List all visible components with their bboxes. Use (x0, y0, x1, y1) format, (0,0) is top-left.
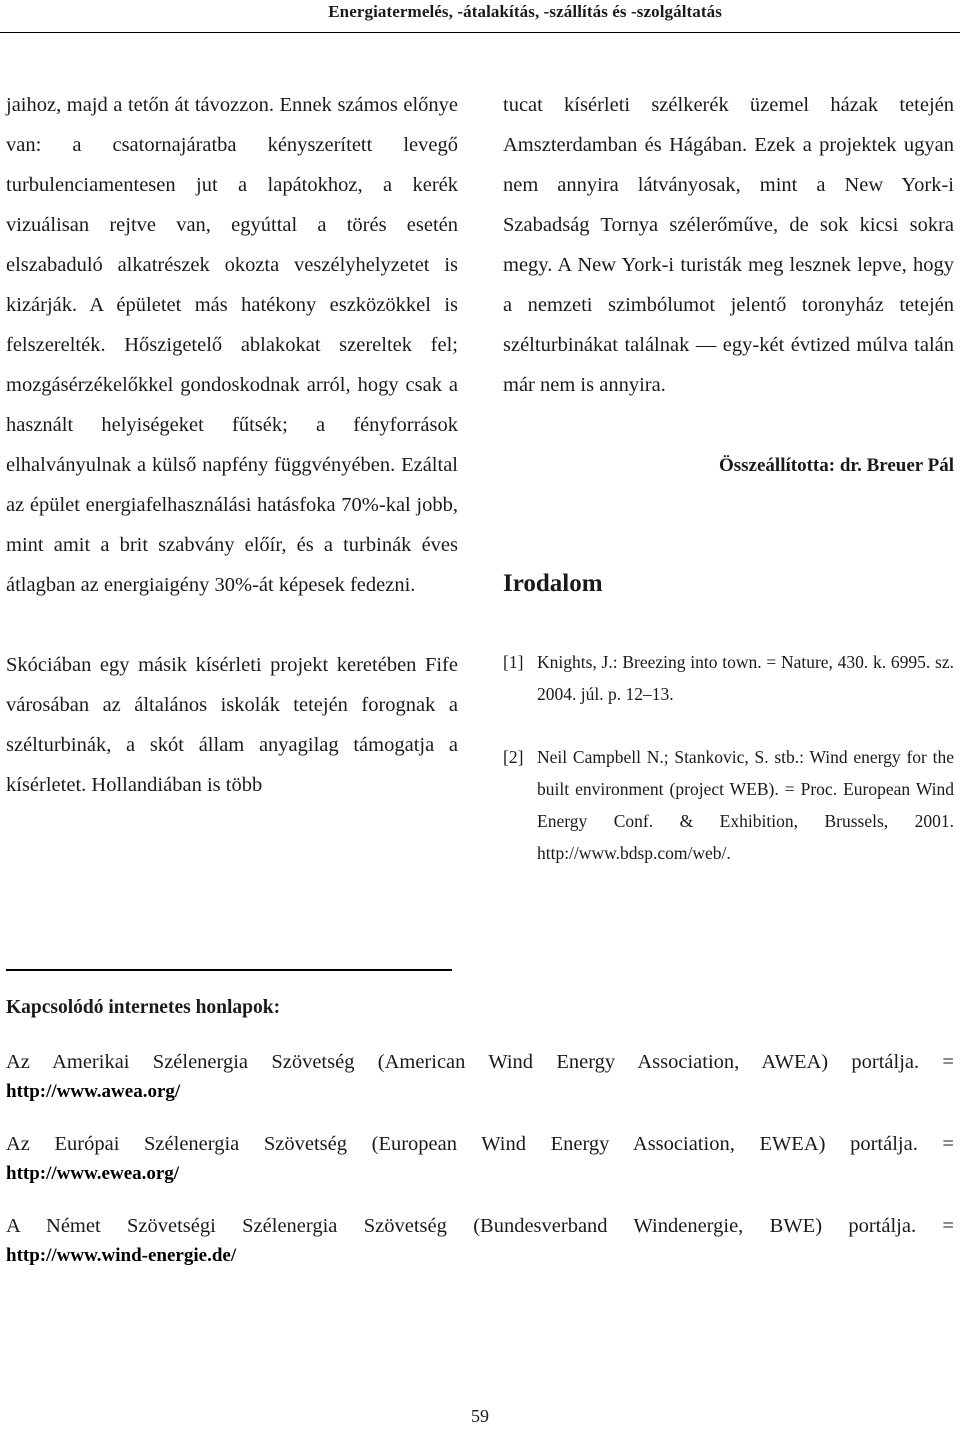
link-entry (6, 1130, 954, 1188)
link-description: A Német Szövetségi Szélenergia Szövetség (Bundesverband Windenergie, BWE) portálja. = (6, 1215, 954, 1237)
reference-text: Knights, J.: Breezing into town. = Nature, 430. k. 6995. sz. 2004. júl. p. 12–13. (537, 652, 954, 704)
compiled-by: Összeállította: dr. Breuer Pál (718, 455, 954, 476)
right-column (503, 85, 954, 405)
link-entry (6, 1048, 954, 1106)
link-url[interactable]: http://www.awea.org/ (6, 1081, 181, 1102)
link-url[interactable]: http://www.wind-energie.de/ (6, 1245, 237, 1266)
running-header: Energiatermelés, -átalakítás, -szállítás és -szolgáltatás (328, 2, 722, 21)
body-paragraph: jaihoz, majd a tetőn át távozzon. Ennek számos előnye van: a csatornajáratba kényszerített levegő turbulenciamentesen jut a lapátokhoz, a kerék vizuálisan rejtve van, egyúttal a törés esetén elszabaduló alkatrészek okozta veszélyhelyzetet is kizárják. A épületet más hatékony eszközökkel is felszerelték. Hőszigetelő ablakokat szereltek fel; mozgásérzékelőkkel gondoskodnak arról, hogy csak a használt helyiségeket fűtsék; a fényforrások elhalványulnak a külső napfény függvényében. Ezáltal az épület energiafelhasználási hatásfoka 70%-kal jobb, mint amit a brit szabvány előír, és a turbinák éves átlagban az energiaigény 30%-át képesek fedezni. (6, 94, 458, 596)
left-column (6, 85, 458, 805)
page-number: 59 (471, 1406, 489, 1426)
link-description: Az Európai Szélenergia Szövetség (European Wind Energy Association, EWEA) portálja. = (6, 1133, 954, 1155)
link-description: Az Amerikai Szélenergia Szövetség (American Wind Energy Association, AWEA) portálja. = (6, 1051, 954, 1073)
references-heading: Irodalom (503, 570, 603, 597)
reference-number: [2] (503, 747, 524, 767)
separator-rule (6, 969, 452, 971)
reference-item (503, 646, 954, 710)
link-entry (6, 1212, 954, 1270)
reference-item (503, 741, 954, 869)
links-heading: Kapcsolódó internetes honlapok: (6, 997, 281, 1018)
link-url[interactable]: http://www.ewea.org/ (6, 1163, 180, 1184)
reference-text: Neil Campbell N.; Stankovic, S. stb.: Wind energy for the built environment (project WEB). = Proc. European Wind Energy Conf. & Exhibition, Brussels, 2001. http://www.bdsp.com/web/. (537, 747, 954, 863)
reference-number: [1] (503, 652, 524, 672)
body-paragraph: Skóciában egy másik kísérleti projekt keretében Fife városában az általános iskolák tetején forognak a szélturbinák, a skót állam anyagilag támogatja a kísérletet. Hollandiában is több (6, 654, 458, 796)
header-rule (0, 32, 960, 33)
body-paragraph: tucat kísérleti szélkerék üzemel házak tetején Amszterdamban és Hágában. Ezek a projektek ugyan nem annyira látványosak, mint a New York-i Szabadság Tornya szélerőműve, de sok kicsi sokra megy. A New York-i turisták meg lesznek lepve, hogy a nemzeti szimbólumot jelentő toronyház tetején szélturbinákat találnak — egy-két évtized múlva talán már nem is annyira. (503, 94, 954, 396)
